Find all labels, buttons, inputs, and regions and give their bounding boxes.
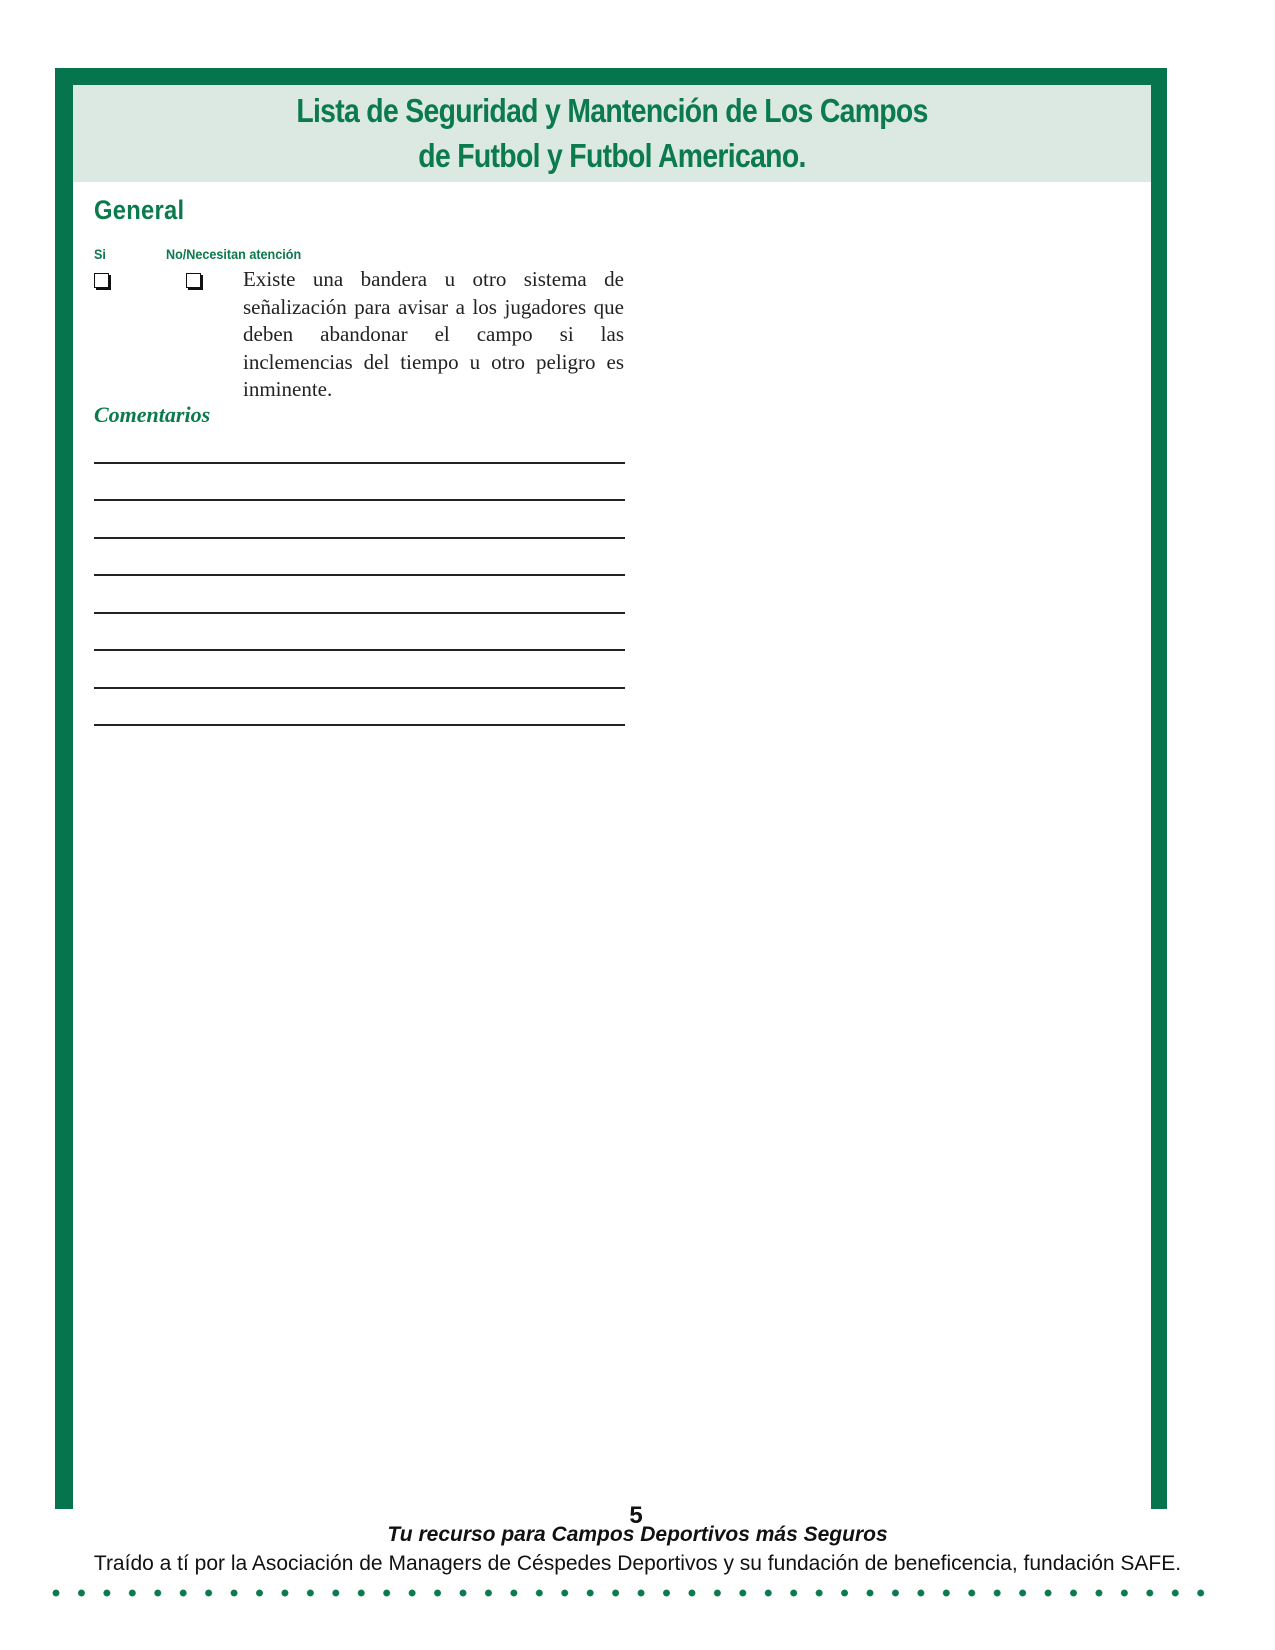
title-banner: [73, 85, 1151, 182]
footer-tagline: Tu recurso para Campos Deportivos más Seguros: [387, 1523, 888, 1546]
comments-label: Comentarios: [94, 402, 211, 427]
comment-line[interactable]: [94, 687, 625, 689]
comment-line[interactable]: [94, 574, 625, 576]
section-heading: General: [94, 195, 185, 225]
comment-line[interactable]: [94, 499, 625, 501]
page-title-line-1: Lista de Seguridad y Mantención de Los Campos: [296, 92, 928, 129]
column-label-yes: Si: [94, 246, 106, 262]
comment-line[interactable]: [94, 649, 625, 651]
column-label-no: No/Necesitan atención: [166, 246, 302, 262]
checklist-question: Existe una bandera u otro sistema de señalización para avisar a los jugadores que deben abandonar el campo si las inclemencias del tiempo u otro peligro es inminente.: [243, 267, 624, 401]
comment-line[interactable]: [94, 537, 625, 539]
page-title-line-2: de Futbol y Futbol Americano.: [418, 137, 806, 174]
dotted-divider: [52, 1589, 1222, 1597]
comment-line[interactable]: [94, 724, 625, 726]
checkbox-no[interactable]: [186, 273, 201, 288]
footer-credit: Traído a tí por la Asociación de Managers de Céspedes Deportivos y su fundación de beneficencia, fundación SAFE.: [93, 1552, 1182, 1575]
comment-line[interactable]: [94, 462, 625, 464]
page-number: 5: [629, 1502, 643, 1529]
checkbox-yes[interactable]: [94, 273, 109, 288]
comment-line[interactable]: [94, 612, 625, 614]
